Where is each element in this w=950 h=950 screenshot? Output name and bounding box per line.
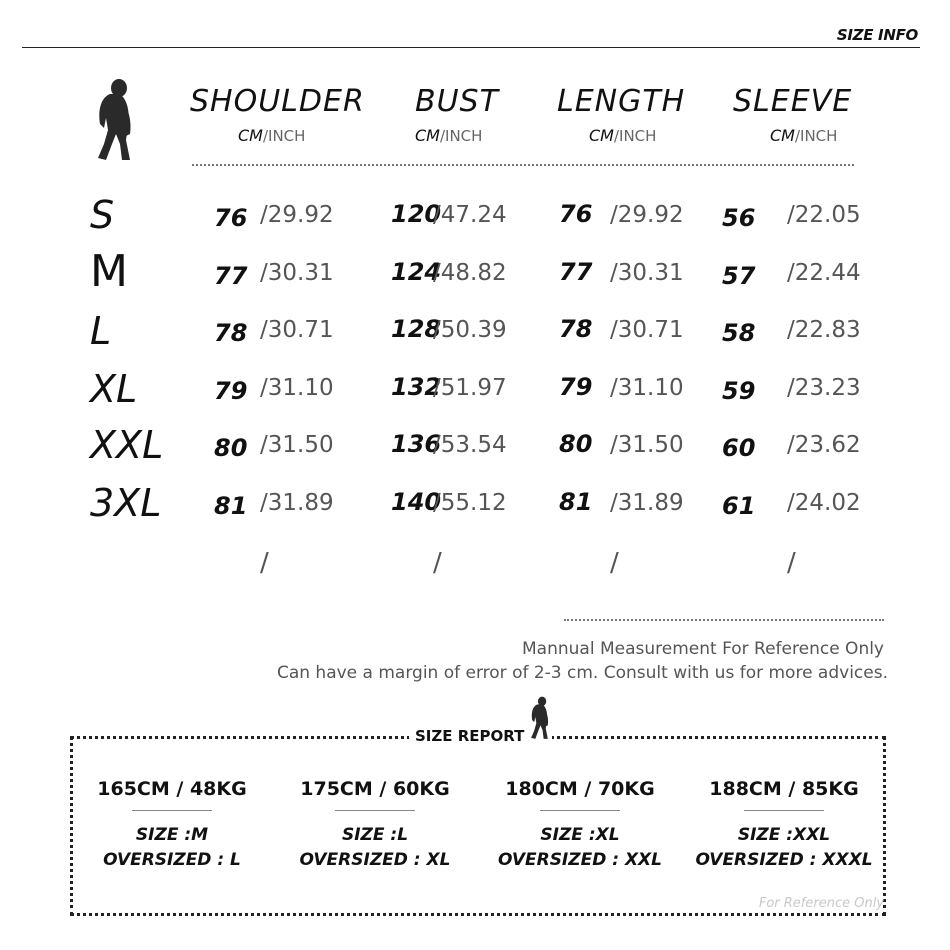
- cell-inch-value: /47.24: [433, 202, 507, 228]
- cell-cm-value: 128: [391, 315, 442, 343]
- report-height-weight: 188CM / 85KG: [709, 778, 859, 800]
- cell-cm-value: 76: [559, 200, 593, 228]
- ape-figure-icon: [92, 78, 138, 162]
- report-oversized: OVERSIZED : XL: [299, 850, 451, 870]
- cell-cm-value: 57: [722, 262, 756, 290]
- empty-cell-slash: /: [787, 548, 796, 578]
- cell-inch-value: /22.05: [787, 202, 861, 228]
- col-header-shoulder: SHOULDER: [190, 84, 365, 119]
- cell-inch-value: /48.82: [433, 260, 507, 286]
- col-unit-bust: CM/INCH: [415, 126, 483, 145]
- cell-inch-value: /22.83: [787, 317, 861, 343]
- report-size: SIZE :L: [341, 825, 409, 845]
- cell-inch-value: /31.50: [610, 432, 684, 458]
- header-divider: [22, 47, 920, 48]
- cell-inch-value: /55.12: [433, 490, 507, 516]
- cell-cm-value: 136: [391, 430, 442, 458]
- col-unit-shoulder: CM/INCH: [238, 126, 306, 145]
- cell-cm-value: 56: [722, 204, 756, 232]
- size-info-title: SIZE INFO: [836, 26, 918, 44]
- cell-inch-value: /30.71: [610, 317, 684, 343]
- report-entry-divider: [540, 810, 620, 811]
- col-header-bust: BUST: [415, 84, 499, 119]
- col-header-sleeve: SLEEVE: [733, 84, 853, 119]
- report-oversized: OVERSIZED : XXXL: [695, 850, 873, 870]
- cell-inch-value: /30.71: [260, 317, 334, 343]
- cell-cm-value: 58: [722, 319, 756, 347]
- size-label: 3XL: [90, 481, 162, 525]
- cell-cm-value: 76: [214, 204, 248, 232]
- cell-inch-value: /53.54: [433, 432, 507, 458]
- cell-inch-value: /22.44: [787, 260, 861, 286]
- header-dotted-divider: [192, 164, 854, 166]
- cell-inch-value: /29.92: [260, 202, 334, 228]
- cell-cm-value: 78: [214, 319, 248, 347]
- report-oversized: OVERSIZED : L: [103, 850, 241, 870]
- cell-cm-value: 80: [559, 430, 593, 458]
- notes-dotted-divider: [564, 619, 884, 621]
- report-size: SIZE :XXL: [737, 825, 831, 845]
- cell-inch-value: /51.97: [433, 375, 507, 401]
- note-line-2: Can have a margin of error of 2-3 cm. Consult with us for more advices.: [276, 663, 888, 683]
- cell-inch-value: /31.50: [260, 432, 334, 458]
- cell-inch-value: /50.39: [433, 317, 507, 343]
- cell-inch-value: /30.31: [610, 260, 684, 286]
- size-report-title: SIZE REPORT: [409, 727, 530, 745]
- cell-inch-value: /29.92: [610, 202, 684, 228]
- report-size: SIZE :XL: [540, 825, 620, 845]
- cell-inch-value: /31.89: [260, 490, 334, 516]
- size-label: S: [90, 193, 115, 237]
- size-label: M: [90, 246, 128, 297]
- cell-cm-value: 77: [559, 258, 593, 286]
- size-label: L: [90, 309, 112, 353]
- col-header-length: LENGTH: [557, 84, 686, 119]
- cell-cm-value: 59: [722, 377, 756, 405]
- empty-cell-slash: /: [260, 548, 269, 578]
- size-label: XL: [90, 367, 138, 411]
- report-size: SIZE :M: [135, 825, 209, 845]
- cell-inch-value: /24.02: [787, 490, 861, 516]
- cell-cm-value: 77: [214, 262, 248, 290]
- empty-cell-slash: /: [610, 548, 619, 578]
- cell-inch-value: /23.62: [787, 432, 861, 458]
- ape-figure-small-icon: [528, 694, 552, 742]
- report-height-weight: 180CM / 70KG: [505, 778, 655, 800]
- report-entry-divider: [132, 810, 212, 811]
- cell-inch-value: /31.89: [610, 490, 684, 516]
- report-footnote: For Reference Only: [758, 896, 884, 911]
- cell-inch-value: /31.10: [260, 375, 334, 401]
- report-oversized: OVERSIZED : XXL: [497, 850, 662, 870]
- cell-cm-value: 79: [214, 377, 248, 405]
- report-entry-divider: [335, 810, 415, 811]
- cell-cm-value: 80: [214, 434, 248, 462]
- cell-cm-value: 79: [559, 373, 593, 401]
- cell-cm-value: 61: [722, 492, 756, 520]
- cell-cm-value: 140: [391, 488, 442, 516]
- note-line-1: Mannual Measurement For Reference Only: [522, 639, 884, 659]
- report-entry-divider: [744, 810, 824, 811]
- cell-cm-value: 124: [391, 258, 442, 286]
- cell-inch-value: /23.23: [787, 375, 861, 401]
- col-unit-length: CM/INCH: [589, 126, 657, 145]
- cell-cm-value: 81: [214, 492, 248, 520]
- cell-cm-value: 120: [391, 200, 442, 228]
- report-height-weight: 175CM / 60KG: [300, 778, 450, 800]
- cell-cm-value: 78: [559, 315, 593, 343]
- report-height-weight: 165CM / 48KG: [97, 778, 247, 800]
- cell-cm-value: 132: [391, 373, 442, 401]
- cell-cm-value: 81: [559, 488, 593, 516]
- size-label: XXL: [90, 423, 164, 467]
- col-unit-sleeve: CM/INCH: [770, 126, 838, 145]
- cell-inch-value: /30.31: [260, 260, 334, 286]
- empty-cell-slash: /: [433, 548, 442, 578]
- cell-cm-value: 60: [722, 434, 756, 462]
- cell-inch-value: /31.10: [610, 375, 684, 401]
